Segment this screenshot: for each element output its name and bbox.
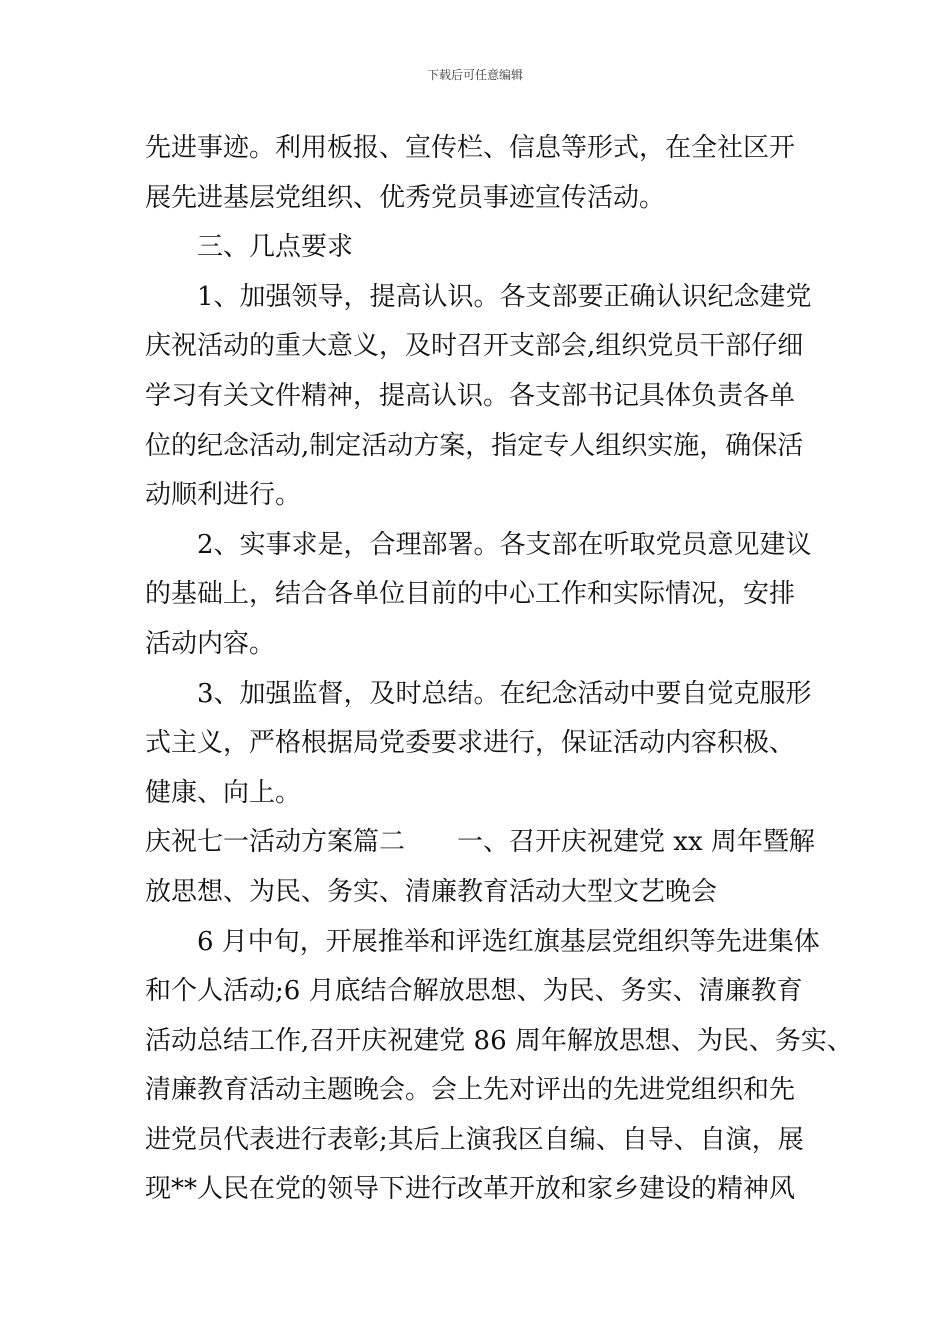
- text-line: 先进事迹。利用板报、宣传栏、信息等形式，在全社区开: [145, 133, 796, 163]
- text-line: 展先进基层党组织、优秀党员事迹宣传活动。: [145, 182, 666, 213]
- text-line: 进党员代表进行表彰;其后上演我区自编、自导、自演，展: [145, 1124, 804, 1155]
- text-line: 2、实事求是，合理部署。各支部在听取党员意见建议: [197, 529, 812, 560]
- page-header: 下载后可任意编辑: [426, 68, 523, 82]
- text-line: 活动内容。: [145, 628, 276, 659]
- text-line: 1、加强领导，提高认识。各支部要正确认识纪念建党: [197, 281, 812, 312]
- section-heading: 三、几点要求: [197, 232, 354, 263]
- text-line: 位的纪念活动,制定活动方案，指定专人组织实施，确保活: [145, 430, 804, 461]
- text-line: 动顺利进行。: [145, 480, 302, 511]
- text-line: 6 月中旬，开展推举和评选红旗基层党组织等先进集体: [197, 926, 820, 957]
- text-line: 清廉教育活动主题晚会。会上先对评出的先进党组织和先: [145, 1075, 796, 1106]
- text-line: 和个人活动;6 月底结合解放思想、为民、务实、清廉教育: [145, 976, 803, 1007]
- text-line: 庆祝活动的重大意义，及时召开支部会,组织党员干部仔细: [145, 331, 804, 362]
- section-title-line: [145, 818, 825, 868]
- text-line: 3、加强监督，及时总结。在纪念活动中要自觉克服形: [197, 678, 812, 709]
- text-line: 式主义，严格根据局党委要求进行，保证活动内容积极、: [145, 728, 796, 759]
- text-line: 学习有关文件精神，提高认识。各支部书记具体负责各单: [145, 380, 796, 411]
- section-title: 庆祝七一活动方案篇二: [145, 827, 406, 858]
- text-line: 现**人民在党的领导下进行改革开放和家乡建设的精神风: [145, 1174, 796, 1205]
- text-line: 的基础上，结合各单位目前的中心工作和实际情况，安排: [145, 579, 796, 610]
- text-line: 放思想、为民、务实、清廉教育活动大型文艺晚会: [145, 876, 718, 907]
- text-line: 活动总结工作,召开庆祝建党 86 周年解放思想、为民、务实、: [145, 1025, 853, 1056]
- document-body: [145, 124, 853, 1215]
- text-segment: 一、召开庆祝建党 xx 周年暨解: [457, 827, 815, 858]
- text-line: 健康、向上。: [145, 777, 302, 808]
